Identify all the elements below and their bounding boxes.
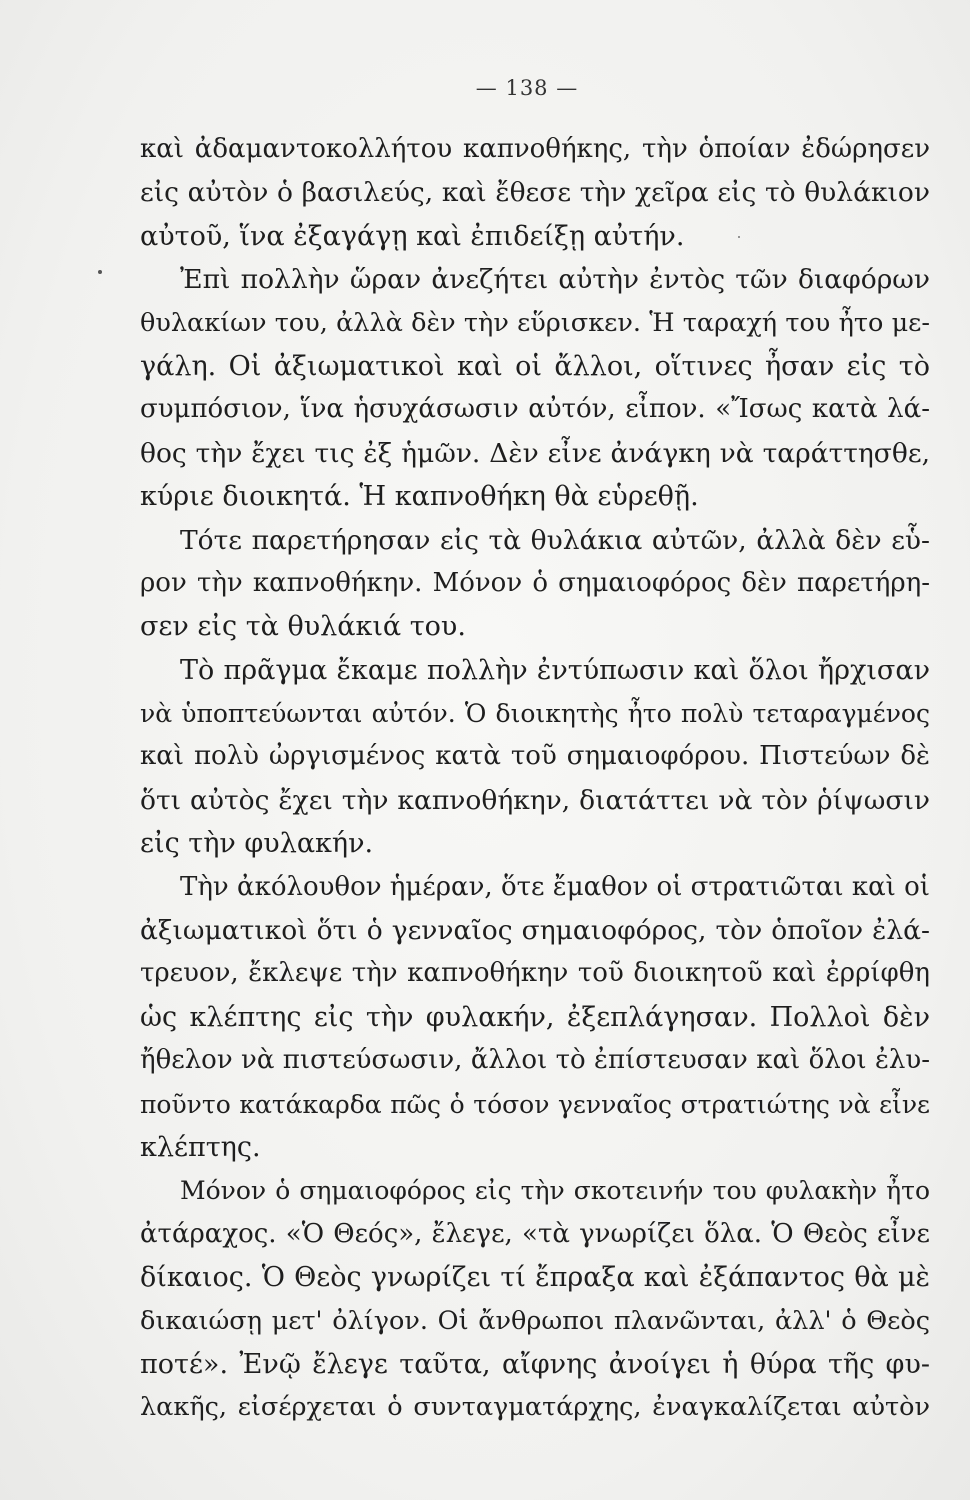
text-line: ποτέ». Ἐνῷ ἔλεγε ταῦτα, αἴφνης ἀνοίγει ἡ θύρα τῆς φυ- xyxy=(140,1348,930,1380)
text-line: δίκαιος. Ὁ Θεὸς γνωρίζει τί ἔπραξα καὶ ἐξάπαντος θὰ μὲ xyxy=(140,1262,930,1294)
text-line: λακῆς, εἰσέρχεται ὁ συνταγματάρχης, ἐναγκαλίζεται αὐτὸν xyxy=(140,1392,930,1423)
text-line: καὶ πολὺ ὠργισμένος κατὰ τοῦ σημαιοφόρου. Πιστεύων δὲ xyxy=(140,741,930,772)
text-line: θυλακίων του, ἀλλὰ δὲν τὴν εὕρισκεν. Ἡ ταραχή του ἦτο με- xyxy=(140,307,930,338)
text-line: νὰ ὑποπτεύωνται αὐτόν. Ὁ διοικητὴς ἦτο πολὺ τεταραγμένος xyxy=(140,699,930,729)
text-line: γάλη. Οἱ ἀξιωματικοὶ καὶ οἱ ἄλλοι, οἵτινες ἦσαν εἰς τὸ xyxy=(140,350,930,382)
text-line: δικαιώσῃ μετ' ὀλίγον. Οἱ ἄνθρωποι πλανῶνται, ἀλλ' ὁ Θεὸς xyxy=(140,1305,930,1336)
page-number: — 138 — xyxy=(475,76,579,100)
text-line: ποῦντο κατάκαρδα πῶς ὁ τόσον γενναῖος στρατιώτης νὰ εἶνε xyxy=(140,1089,930,1119)
text-line: ἀξιωματικοὶ ὅτι ὁ γενναῖος σημαιοφόρος, τὸν ὁποῖον ἐλά- xyxy=(140,915,930,947)
text-line: ἤθελον νὰ πιστεύσωσιν, ἄλλοι τὸ ἐπίστευσαν καὶ ὅλοι ἐλυ- xyxy=(140,1045,930,1076)
text-line: εἰς τὴν φυλακήν. xyxy=(140,828,374,860)
text-line: Μόνον ὁ σημαιοφόρος εἰς τὴν σκοτεινήν του φυλακὴν ἦτο xyxy=(180,1176,930,1206)
text-line: συμπόσιον, ἵνα ἡσυχάσωσιν αὐτόν, εἶπον. «Ἴσως κατὰ λά- xyxy=(140,394,930,425)
text-line: σεν εἰς τὰ θυλάκιά του. xyxy=(140,611,466,643)
text-line: ἀτάραχος. «Ὁ Θεός», ἔλεγε, «τὰ γνωρίζει ὅλα. Ὁ Θεὸς εἶνε xyxy=(140,1218,930,1249)
text-line: ρον τὴν καπνοθήκην. Μόνον ὁ σημαιοφόρος δὲν παρετήρη- xyxy=(140,567,930,598)
text-line: Τὸ πρᾶγμα ἔκαμε πολλὴν ἐντύπωσιν καὶ ὅλοι ἤρχισαν xyxy=(180,654,930,686)
text-line: αὐτοῦ, ἵνα ἐξαγάγῃ καὶ ἐπιδείξῃ αὐτήν. xyxy=(140,220,685,252)
text-line: Τότε παρετήρησαν εἰς τὰ θυλάκια αὐτῶν, ἀλλὰ δὲν εὗ- xyxy=(180,524,930,556)
text-line: κλέπτης. xyxy=(140,1131,261,1163)
text-line: τρευον, ἔκλεψε τὴν καπνοθήκην τοῦ διοικητοῦ καὶ ἐρρίφθη xyxy=(140,958,930,989)
text-line: κύριε διοικητά. Ἡ καπνοθήκη θὰ εὑρεθῇ. xyxy=(140,481,699,513)
text-line: καὶ ἀδαμαντοκολλήτου καπνοθήκης, τὴν ὁποίαν ἐδώρησεν xyxy=(140,134,930,164)
text-line: Τὴν ἀκόλουθον ἡμέραν, ὅτε ἔμαθον οἱ στρατιῶται καὶ οἱ xyxy=(180,871,930,902)
text-line: ὅτι αὐτὸς ἔχει τὴν καπνοθήκην, διατάττει νὰ τὸν ῥίψωσιν xyxy=(140,784,930,816)
text-line: εἰς αὐτὸν ὁ βασιλεύς, καὶ ἔθεσε τὴν χεῖρα εἰς τὸ θυλάκιον xyxy=(140,177,930,209)
body-text xyxy=(140,128,930,1430)
text-line: θος τὴν ἔχει τις ἐξ ἡμῶν. Δὲν εἶνε ἀνάγκη νὰ ταράττησθε, xyxy=(140,437,930,469)
margin-mark xyxy=(98,270,102,274)
text-line: ὡς κλέπτης εἰς τὴν φυλακήν, ἐξεπλάγησαν. Πολλοὶ δὲν xyxy=(140,1001,930,1033)
text-line: Ἐπὶ πολλὴν ὥραν ἀνεζήτει αὐτὴν ἐντὸς τῶν διαφόρων xyxy=(180,264,930,296)
